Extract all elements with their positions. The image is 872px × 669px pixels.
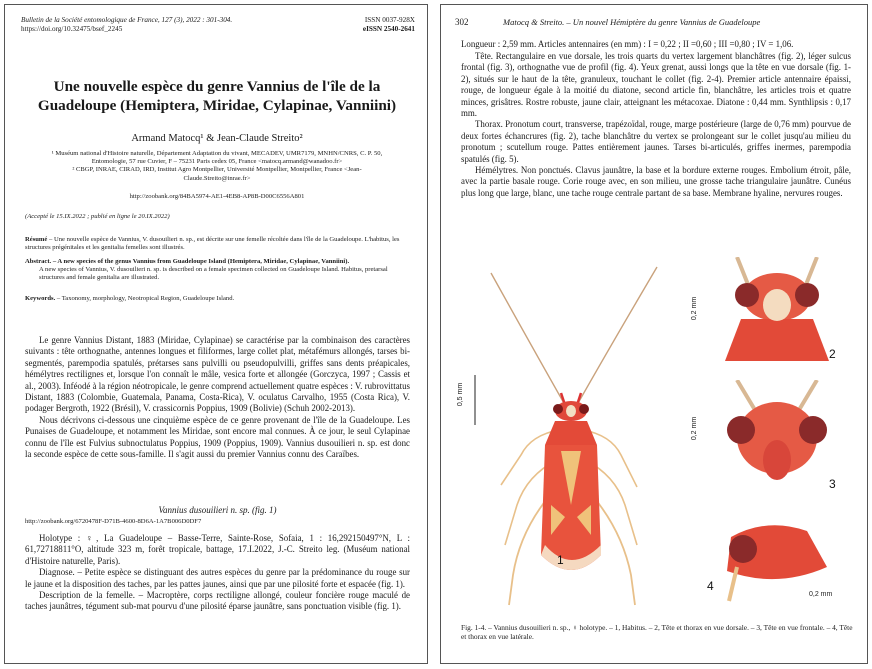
eissn: eISSN 2540-2641 [362, 25, 415, 34]
authors: Armand Matocq¹ & Jean-Claude Streito² [131, 133, 303, 144]
head-frontal-figure [707, 380, 847, 490]
thorax-paragraph: Thorax. Pronotum court, transverse, trapézoïdal, rouge, marge postérieure (large de 0,76 mm) pourvue de deux fortes échancrures (fig. 2), tache blanchâtre du vertex se prolongeant sur le collet jusqu'au milieu du pronotum ; scutellum rouge. Pattes entièrement jaunes. Tarses bi-articulés, griffes inermes, parempodia spatulés (fig. 5). [461, 119, 851, 164]
keywords-text: – Taxonomy, morphology, Neotropical Region, Guadeloupe Island. [55, 295, 235, 302]
page-number: 302 [455, 17, 469, 27]
running-head: Matocq & Streito. – Un nouvel Hémiptère du genre Vannius de Guadeloupe [503, 17, 761, 27]
intro-text [25, 335, 410, 460]
article-title: Une nouvelle espèce du genre Vannius de l'île de la Guadeloupe (Hemiptera, Miridae, Cylapinae, Vanniini) [37, 78, 397, 114]
description-text: Description de la femelle. – Macroptère, corps rectiligne allongé, couleur foncière rouge maculé de taches jaunâtres, tégument sub-mat pourvu d'une pilosité éparse jaunâtre, sans ponctuation visible (fig. 1). [25, 590, 410, 612]
species-heading: Vannius dusouilieri n. sp. (fig. 1) [158, 505, 277, 515]
keywords-label: Keywords. [25, 295, 56, 302]
abstract-label: Abstract. – A new species of the genus Vannius from Guadeloupe Island (Hemiptera, Miridae, Cylapinae, Vanniini). [25, 258, 350, 265]
habitus-figure [461, 255, 681, 615]
accepted-date: (Accepté le 15.IX.2022 ; publié en ligne le 20.IX.2022) [25, 213, 170, 220]
head-dorsal-figure [707, 257, 847, 367]
diagnose-text: Diagnose. – Petite espèce se distinguant des autres espèces du genre par la prédominance du rouge sur le jaune et la disposition des taches, par les pattes jaunes, ainsi que par une pilosité forte et espacée (fig. 1). [25, 567, 410, 589]
holotype-section [25, 533, 410, 613]
page-left [4, 4, 428, 664]
journal-citation: Bulletin de la Société entomologique de France, 127 (3), 2022 : 301-304. [21, 16, 233, 24]
doi-link[interactable]: https://doi.org/10.32475/bsef_2245 [21, 25, 123, 34]
resume-label: Résumé [25, 236, 48, 243]
paragraph-2: Nous décrivons ci-dessous une cinquième espèce de ce genre provenant de l'île de la Guadeloupe. Les Punaises de Guadeloupe, et notamment les Miridae, sont encore mal connues. À ce jour, le seul Cylapinae connu de l'île est Fulvius subnoctulatus Poppius, 1909 (Poppius, 1909). Vannius dusouilieri n. sp. est donc la seconde espèce de cette sous-famille. Il s'agit aussi du premier Vannius connu des Caraïbes. [25, 414, 410, 460]
page-right [440, 4, 868, 664]
scale-label-1: 0,5 mm [457, 382, 465, 407]
issn: ISSN 0037-928X [364, 16, 415, 24]
scale-label-4: 0,2 mm [809, 591, 833, 598]
paragraph-1: Le genre Vannius Distant, 1883 (Miridae, Cylapinae) se caractérise par la combinaison des caractères suivants : tête orthognathe, antennes longues et filiformes, large collet plat, métafémurs allongés, tarses bi-segmentés, parempodia spatulés, prétarses sans pulvilli ou pseudopulvilli, griffes sans dents préapicales, hémélytres rectilignes et, lorsque l'on connaît le mâle, vesica forte et allongée (Gorczyca, 1997 ; Cassis et al., 2003). Inféodé à la région néotropicale, le genre comprend actuellement quatre espèces : V. rubrovittatus Distant, 1883 (Colombie, Guatemala, Panama, Costa-Rica), V. oculatus Carvalho, 1955 (Costa Rica), V. podager Bergroth, 1922 (Brésil), V. crassicornis Poppius, 1909 (Bolivie) (Schuh 2002-2013). [25, 335, 410, 414]
zoobank-species-link[interactable]: http://zoobank.org/6720478F-D71B-4600-8D6A-1A7B006D0DF7 [25, 518, 202, 525]
tete-paragraph: Tête. Rectangulaire en vue dorsale, les trois quarts du vertex largement blanchâtres (fig. 2), léger sulcus frontal (fig. 3), orthognathe vue de profil (fig. 4). Yeux grenat, aussi longs que la tête en vue dorsale (fig. 1-2), situés sur le haut de la tête, granuleux, touchant le collet (fig. 2-4). Premier article antennaire épaissi, rouge, de longueur égale à la moitié du diatone, second article fin, blanchâtre, les articles trois et quatre minces, grisâtres. Rostre robuste, jaune clair, atteignant les métacoxae. Diatone : 0,44 mm. Synthlipsis : 0,17 mm. [461, 51, 851, 119]
affiliation-2: ² CBGP, INRAE, CIRAD, IRD, Institut Agro Montpellier, Université Montpellier, Montpellier, France <Jean-Claude.Streito@inrae.fr> [72, 166, 362, 182]
panel-number-2: 2 [829, 347, 836, 361]
scale-label-3: 0,2 mm [691, 416, 699, 441]
figure-plate [457, 255, 853, 615]
measurements: Longueur : 2,59 mm. Articles antennaires (en mm) : I = 0,22 ; II =0,60 ; III =0,80 ; IV = 1,06. [461, 39, 794, 49]
panel-number-4: 4 [707, 579, 714, 593]
keywords-block [25, 295, 409, 303]
holotype-text: Holotype : ♀, La Guadeloupe – Basse-Terre, Sainte-Rose, Sofaia, 1 : 16,292150497°N, L : 61,72718811°O, altitude 323 m, forêt tropicale, battage, 17.I.2022, J.-C. Streito leg. (Muséum national d'Histoire naturelle, Paris). [25, 533, 410, 566]
abstract-text: A new species of Vannius, V. dusouilieri n. sp. is described on a female specimen collected on Guadeloupe Island. Habitus, pretarsal structures and female genitalia are illustrated. [39, 266, 388, 282]
hemelytres-paragraph: Hémélytres. Non ponctués. Clavus jaunâtre, la base et la bordure externe rouges. Embolium étroit, pâle, avec la partie basale rouge. Corie rouge avec, en son milieu, une grosse tache triangulaire jaunâtre. Cunéus plus long que large, blanc, une tache rouge centrale partant de sa base. Membrane hyaline, nervures rouges. [461, 165, 851, 198]
description-body [461, 51, 851, 199]
resume-text: – Une nouvelle espèce de Vannius, V. dusouilieri n. sp., est décrite sur une femelle récoltée dans l'île de la Guadeloupe. L'habitus, les structures prégénitales et les genitalia femelles sont illustrés. [25, 236, 400, 252]
abstract-block [25, 258, 409, 283]
figure-caption: Fig. 1-4. – Vannius dusouilieri n. sp., ♀ holotype. – 1, Habitus. – 2, Tête et thorax en vue dorsale. – 3, Tête en vue frontale. – 4, Tête et thorax en vue latérale. [461, 623, 853, 642]
scale-label-2: 0,2 mm [691, 296, 699, 321]
panel-number-1: 1 [557, 553, 564, 567]
resume-block [25, 236, 409, 252]
affiliations [39, 150, 395, 183]
zoobank-link[interactable]: http://zoobank.org/84BA5974-AE1-4EB8-AP8B-D00C6556A801 [129, 193, 305, 200]
affiliation-1: ¹ Muséum national d'Histoire naturelle, Département Adaptation du vivant, MECADEV, UMR7179, MNHN/CNRS, C. P. 50, Entomologie, 57 rue Cuvier, F – 75231 Paris cedex 05, France <matocq.armand@wanadoo.fr> [51, 150, 383, 166]
issn-block [323, 16, 415, 35]
journal-header [21, 16, 291, 35]
panel-number-3: 3 [829, 477, 836, 491]
